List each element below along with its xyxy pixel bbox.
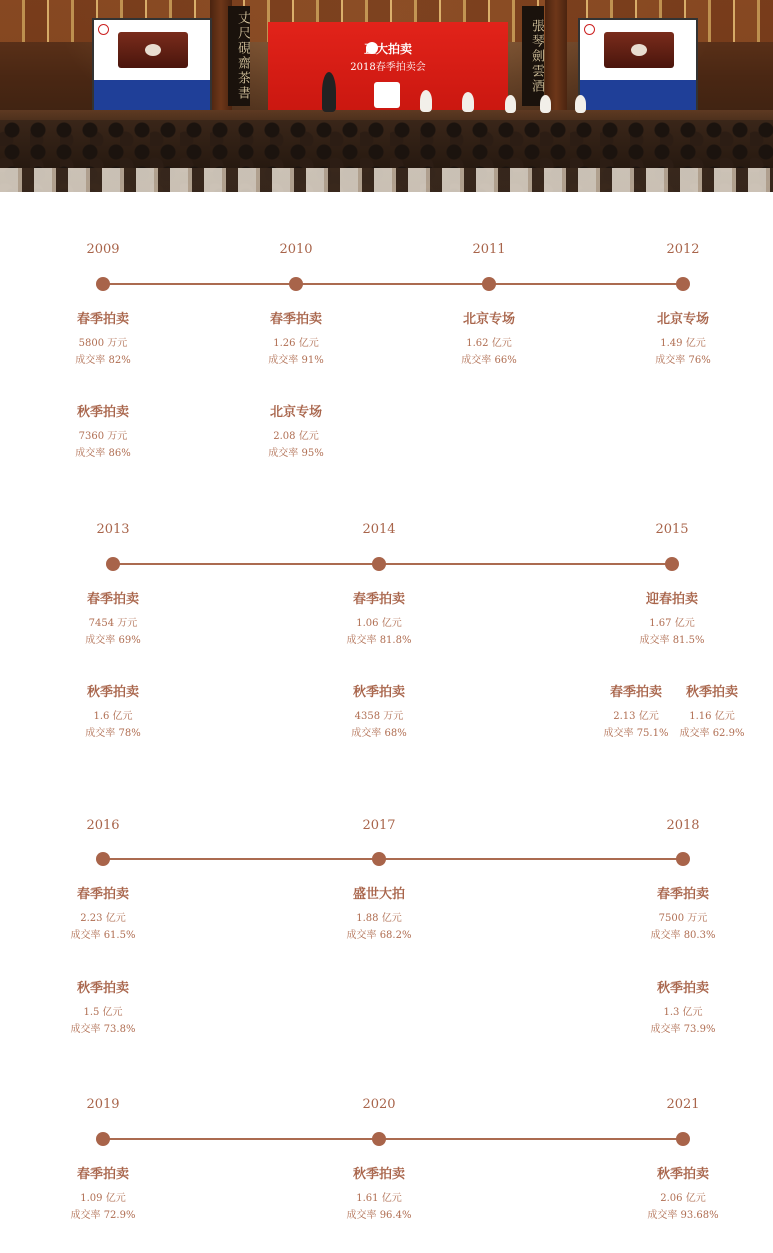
timeline-year: 2013 — [96, 522, 130, 537]
timeline-year: 2021 — [666, 1097, 700, 1112]
event-amount: 1.6 亿元 — [93, 711, 133, 722]
event-name: 盛世大拍 — [352, 887, 405, 902]
timeline-dot — [96, 1132, 110, 1146]
event-name: 迎春拍卖 — [645, 592, 698, 607]
event-rate: 成交率 76% — [655, 355, 711, 366]
event-amount: 2.23 亿元 — [80, 913, 126, 924]
event-amount: 7360 万元 — [78, 431, 128, 442]
auction-event — [628, 1167, 738, 1222]
calligraphy-scroll-right: 張琴劍雲酒 — [522, 6, 544, 106]
timeline-dot — [289, 277, 303, 291]
auction-event — [324, 685, 434, 740]
event-amount: 1.62 亿元 — [466, 338, 512, 349]
event-name: 春季拍卖 — [352, 592, 405, 607]
timeline-year: 2010 — [279, 242, 313, 257]
timeline-dot — [372, 1132, 386, 1146]
auction-event — [324, 887, 434, 942]
display-screen-left — [92, 18, 212, 120]
display-screen-right — [578, 18, 698, 120]
event-name: 秋季拍卖 — [352, 1167, 405, 1182]
auction-event — [434, 312, 544, 367]
timeline-dot — [676, 1132, 690, 1146]
lot-image — [604, 32, 674, 68]
staff-member — [540, 95, 551, 113]
auction-event — [48, 312, 158, 367]
event-rate: 成交率 68.2% — [346, 930, 412, 941]
auction-event — [48, 887, 158, 942]
lot-image — [118, 32, 188, 68]
timeline-year: 2016 — [86, 818, 120, 833]
event-name: 春季拍卖 — [76, 887, 129, 902]
event-amount: 7500 万元 — [658, 913, 708, 924]
event-rate: 成交率 95% — [268, 448, 324, 459]
timeline-dot — [96, 277, 110, 291]
event-rate: 成交率 62.9% — [679, 728, 745, 739]
event-amount: 1.61 亿元 — [356, 1193, 402, 1204]
calligraphy-scroll-left: 丈尺硯齋茶書 — [228, 6, 250, 106]
event-name: 春季拍卖 — [269, 312, 322, 327]
event-rate: 成交率 86% — [75, 448, 131, 459]
event-rate: 成交率 81.5% — [639, 635, 705, 646]
auction-hall-banner — [0, 0, 773, 192]
timeline-dot — [676, 277, 690, 291]
event-amount: 1.09 亿元 — [80, 1193, 126, 1204]
event-name: 春季拍卖 — [656, 887, 709, 902]
event-name: 秋季拍卖 — [656, 1167, 709, 1182]
event-amount: 1.26 亿元 — [273, 338, 319, 349]
event-rate: 成交率 69% — [85, 635, 141, 646]
timeline-year: 2020 — [362, 1097, 396, 1112]
auction-event — [628, 312, 738, 367]
logo-icon — [584, 24, 595, 35]
auction-event — [48, 981, 158, 1036]
timeline-dot — [665, 557, 679, 571]
event-rate: 成交率 61.5% — [70, 930, 136, 941]
logo-icon — [98, 24, 109, 35]
timeline-year: 2019 — [86, 1097, 120, 1112]
timeline-dot — [372, 852, 386, 866]
event-amount: 1.16 亿元 — [689, 711, 735, 722]
timeline-line — [103, 283, 683, 285]
event-rate: 成交率 96.4% — [346, 1210, 412, 1221]
event-amount: 7454 万元 — [88, 618, 138, 629]
timeline-year: 2009 — [86, 242, 120, 257]
event-rate: 成交率 73.8% — [70, 1024, 136, 1035]
event-rate: 成交率 80.3% — [650, 930, 716, 941]
event-amount: 4358 万元 — [354, 711, 404, 722]
event-name: 春季拍卖 — [86, 592, 139, 607]
staff-member — [575, 95, 586, 113]
auction-event — [48, 1167, 158, 1222]
timeline-year: 2014 — [362, 522, 396, 537]
event-rate: 成交率 82% — [75, 355, 131, 366]
event-rate: 成交率 91% — [268, 355, 324, 366]
event-amount: 1.3 亿元 — [663, 1007, 703, 1018]
event-rate: 成交率 72.9% — [70, 1210, 136, 1221]
event-amount: 1.88 亿元 — [356, 913, 402, 924]
event-name: 春季拍卖 — [609, 685, 662, 700]
event-name: 春季拍卖 — [76, 312, 129, 327]
auction-event — [241, 405, 351, 460]
auction-event — [241, 312, 351, 367]
event-rate: 成交率 78% — [85, 728, 141, 739]
staff-member — [505, 95, 516, 113]
timeline-year: 2011 — [472, 242, 506, 257]
event-amount: 1.49 亿元 — [660, 338, 706, 349]
timeline-year: 2015 — [655, 522, 689, 537]
auction-event — [58, 592, 168, 647]
event-rate: 成交率 68% — [351, 728, 407, 739]
event-amount: 2.08 亿元 — [273, 431, 319, 442]
staff-member — [420, 90, 432, 112]
timeline-year: 2017 — [362, 818, 396, 833]
auctioneer — [322, 72, 336, 112]
staff-member — [462, 92, 474, 112]
event-name: 秋季拍卖 — [685, 685, 738, 700]
timeline-dot — [96, 852, 110, 866]
event-rate: 成交率 66% — [461, 355, 517, 366]
event-name: 秋季拍卖 — [76, 981, 129, 996]
timeline-dot — [106, 557, 120, 571]
event-amount: 1.06 亿元 — [356, 618, 402, 629]
event-rate: 成交率 93.68% — [647, 1210, 719, 1221]
backdrop-brand: 正大拍卖 — [363, 42, 412, 56]
event-amount: 1.5 亿元 — [83, 1007, 123, 1018]
event-amount: 1.67 亿元 — [649, 618, 695, 629]
timeline-line — [113, 563, 672, 565]
event-amount: 2.13 亿元 — [613, 711, 659, 722]
event-name: 秋季拍卖 — [656, 981, 709, 996]
auction-event — [48, 405, 158, 460]
event-name: 北京专场 — [656, 312, 709, 327]
timeline-dot — [676, 852, 690, 866]
event-name: 秋季拍卖 — [86, 685, 139, 700]
event-amount: 5800 万元 — [78, 338, 128, 349]
event-name: 秋季拍卖 — [352, 685, 405, 700]
backdrop-title: 2018春季拍卖会 — [350, 62, 426, 73]
auction-event — [617, 592, 727, 647]
timeline-line — [103, 858, 683, 860]
timeline-dot — [372, 557, 386, 571]
event-name: 秋季拍卖 — [76, 405, 129, 420]
event-name: 北京专场 — [462, 312, 515, 327]
event-name: 春季拍卖 — [76, 1167, 129, 1182]
event-amount: 2.06 亿元 — [660, 1193, 706, 1204]
timeline-dot — [482, 277, 496, 291]
timeline-line — [103, 1138, 683, 1140]
event-name: 北京专场 — [269, 405, 322, 420]
event-rate: 成交率 75.1% — [603, 728, 669, 739]
auction-event — [58, 685, 168, 740]
auction-event — [324, 592, 434, 647]
auction-event — [657, 685, 767, 740]
event-rate: 成交率 73.9% — [650, 1024, 716, 1035]
audience-chairs — [0, 168, 773, 192]
auction-event — [324, 1167, 434, 1222]
seal-icon — [374, 82, 400, 108]
timeline-year: 2012 — [666, 242, 700, 257]
timeline-year: 2018 — [666, 818, 700, 833]
auction-event — [628, 981, 738, 1036]
event-rate: 成交率 81.8% — [346, 635, 412, 646]
auction-event — [628, 887, 738, 942]
